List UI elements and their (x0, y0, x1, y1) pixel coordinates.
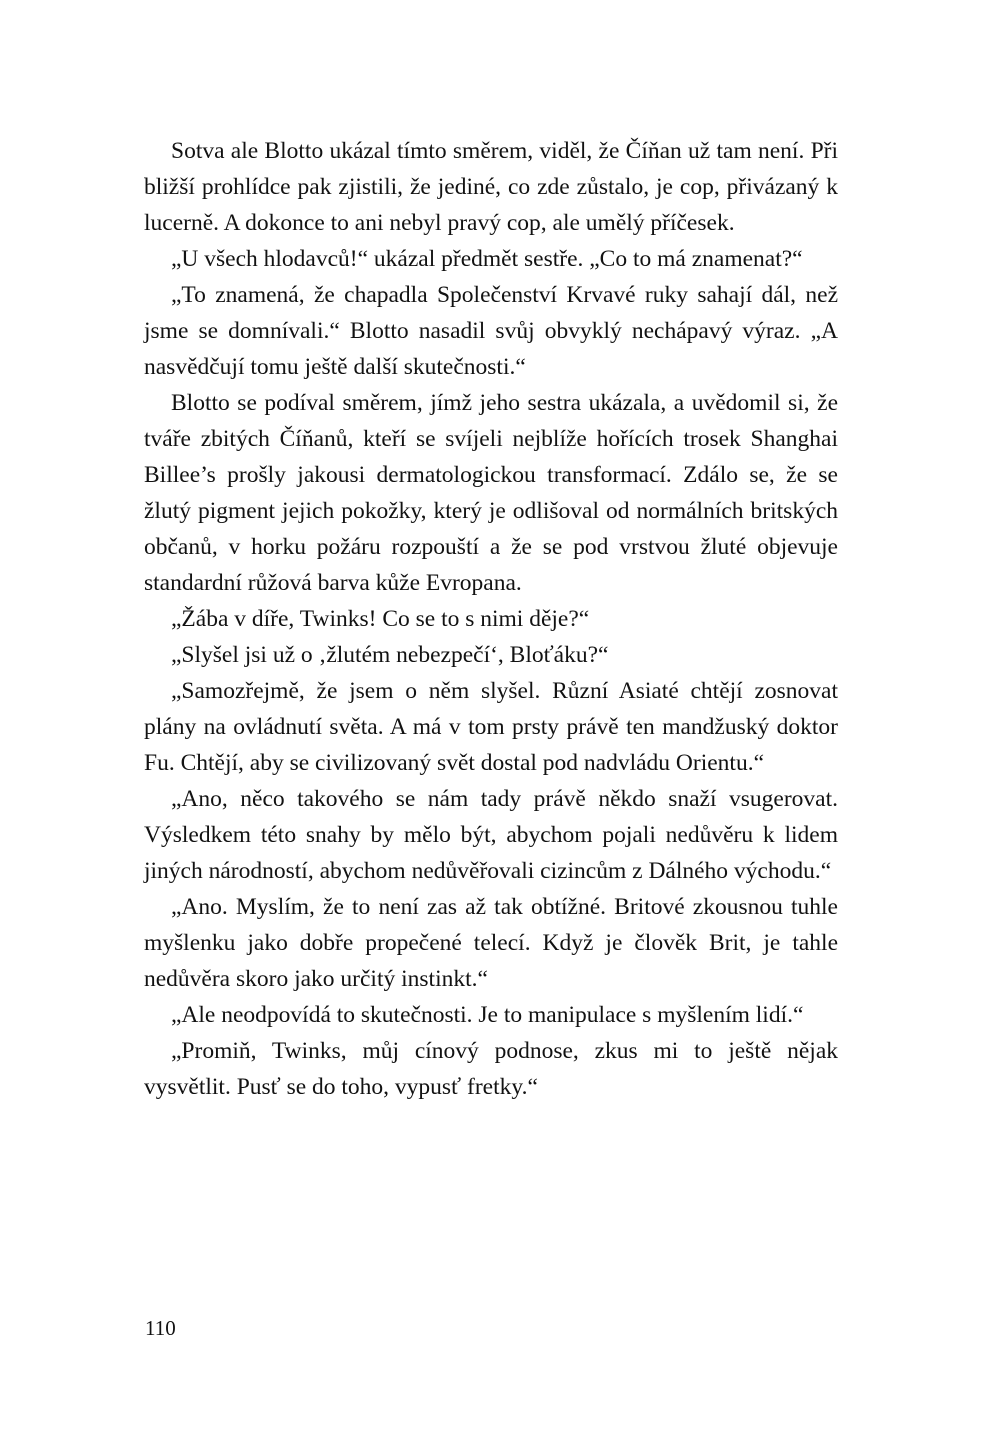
paragraph: „To znamená, že chapadla Společenství Krvavé ruky sahají dál, než jsme se domnívali.“ Blotto nasadil svůj obvyklý nechápavý výraz. „A nasvědčují tomu ještě další skutečnosti.“ (144, 282, 838, 380)
paragraph: „Ano, něco takového se nám tady právě někdo snaží vsugerovat. Výsledkem této snahy by mělo být, abychom pojali nedůvěru k lidem jiných národností, abychom nedůvěřovali cizincům z Dálného východu.“ (144, 786, 838, 884)
paragraph: „Ale neodpovídá to skutečnosti. Je to manipulace s myšlením lidí.“ (171, 1002, 804, 1028)
paragraph: „Žába v díře, Twinks! Co se to s nimi děje?“ (171, 606, 590, 632)
paragraph: „Slyšel jsi už o ‚žlutém nebezpečí‘, Bloťáku?“ (171, 642, 609, 668)
paragraph: „U všech hlodavců!“ ukázal předmět sestře. „Co to má znamenat?“ (171, 246, 803, 272)
paragraph: Sotva ale Blotto ukázal tímto směrem, viděl, že Číňan už tam není. Při bližší prohlídce pak zjistili, že jediné, co zde zůstalo, je cop, přivázaný k lucerně. A dokonce to ani nebyl pravý cop, ale umělý příčesek. (144, 138, 838, 236)
paragraph: „Ano. Myslím, že to není zas až tak obtížné. Britové zkousnou tuhle myšlenku jako dobře propečené telecí. Když je člověk Brit, je tahle nedůvěra skoro jako určitý instinkt.“ (144, 894, 838, 992)
page-number: 110 (145, 1316, 176, 1340)
body-text (144, 133, 838, 1105)
paragraph: „Promiň, Twinks, můj cínový podnose, zkus mi to ještě nějak vysvětlit. Pusť se do toho, vypusť fretky.“ (144, 1038, 838, 1100)
paragraph: „Samozřejmě, že jsem o něm slyšel. Různí Asiaté chtějí zosnovat plány na ovládnutí světa. A má v tom prsty právě ten mandžuský doktor Fu. Chtějí, aby se civilizovaný svět dostal pod nadvládu Orientu.“ (144, 678, 838, 776)
paragraph: Blotto se podíval směrem, jímž jeho sestra ukázala, a uvědomil si, že tváře zbitých Číňanů, kteří se svíjeli nejblíže hořících trosek Shanghai Billee’s prošly jakousi dermatologickou transformací. Zdálo se, že se žlutý pigment jejich pokožky, který je odlišoval od normálních britských občanů, v horku požáru rozpouští a že se pod vrstvou žluté objevuje standardní růžová barva kůže Evropana. (144, 390, 838, 596)
